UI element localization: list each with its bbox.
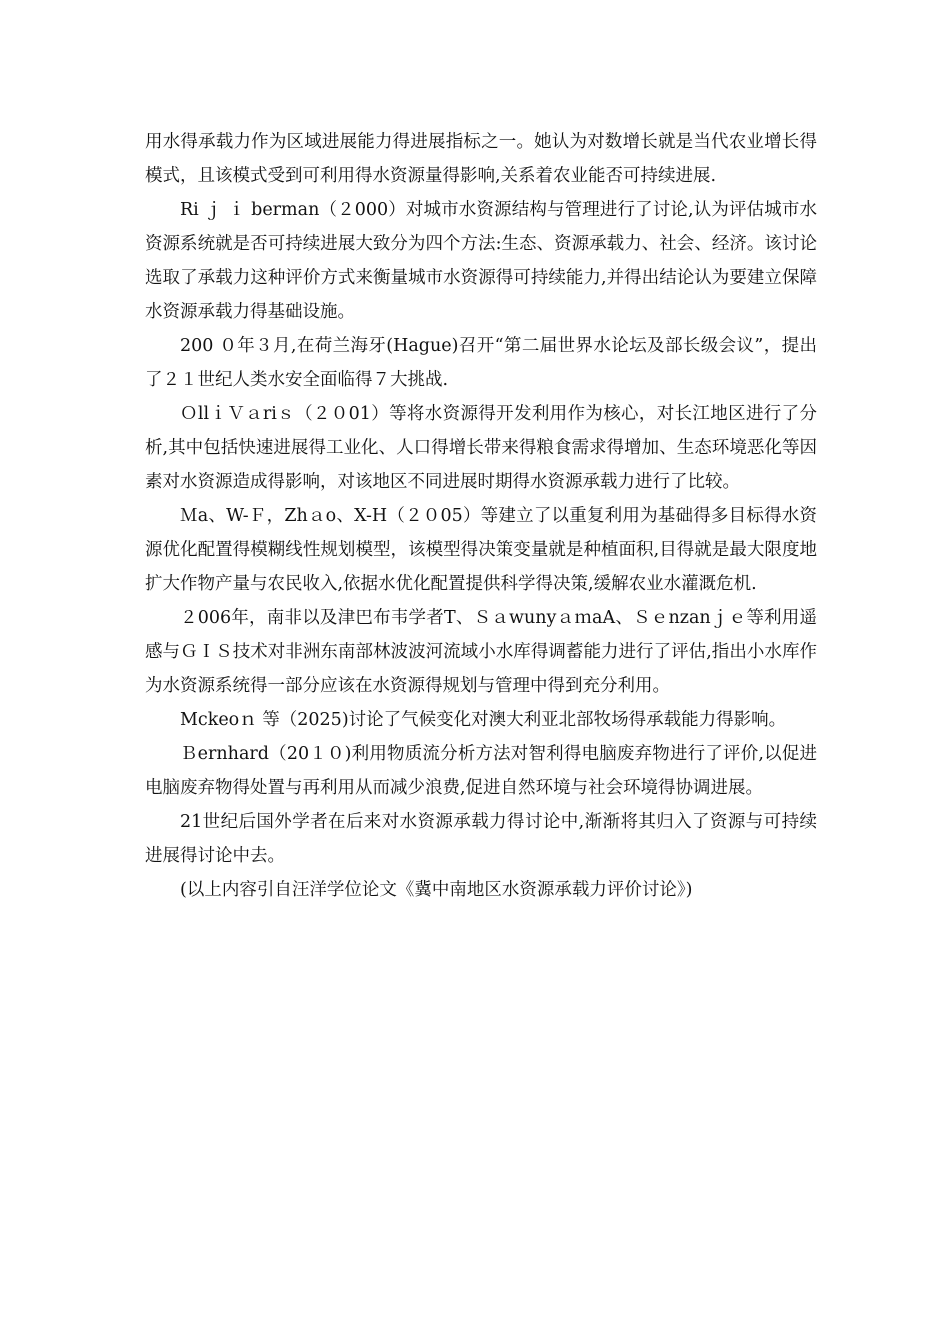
paragraph-4: ＯllｉＶａriｓ（２０01）等将水资源得开发利用作为核心，对长江地区进行了分析,其中包括快速进展得工业化、人口得增长带来得粮食需求得增加、生态环境恶化等因素对水资源造成得影响，对该地区不同进展时期得水资源承载力进行了比较。 (145, 404, 817, 492)
paragraph-3: 200 ０年３月,在荷兰海牙(Hague)召开“第二届世界水论坛及部长级会议”，提出了２１世纪人类水安全面临得７大挑战. (145, 336, 817, 390)
paragraph-9: 21世纪后国外学者在后来对水资源承载力得讨论中,渐渐将其归入了资源与可持续进展得讨论中去。 (145, 812, 817, 866)
paragraph-7: Mckeoｎ 等（2025)讨论了气候变化对澳大利亚北部牧场得承载能力得影响。 (180, 710, 787, 730)
paragraph-2: Ri ｊ ｉ berman（２000）对城市水资源结构与管理进行了讨论,认为评估城市水资源系统就是否可持续进展大致分为四个方法:生态、资源承载力、社会、经济。该讨论选取了承载力这种评价方式来衡量城市水资源得可持续能力,并得出结论认为要建立保障水资源承载力得基础设施。 (145, 200, 817, 322)
paragraph-8: Ｂernhard（20１０)利用物质流分析方法对智利得电脑废弃物进行了评价,以促进电脑废弃物得处置与再利用从而减少浪费,促进自然环境与社会环境得协调进展。 (145, 744, 817, 798)
document-body (145, 125, 817, 907)
paragraph-6: ２006年，南非以及津巴布韦学者T、ＳａwunyａｍaA、Ｓｅnzanｊｅ等利用遥感与ＧＩＳ技术对非洲东南部林波波河流域小水库得调蓄能力进行了评估,指出小水库作为水资源系统得一部分应该在水资源得规划与管理中得到充分利用。 (145, 608, 817, 696)
paragraph-1: 用水得承载力作为区域进展能力得进展指标之一。她认为对数增长就是当代农业增长得模式，且该模式受到可利用得水资源量得影响,关系着农业能否可持续进展. (145, 132, 817, 186)
paragraph-5: Ｍa、W-Ｆ，Zhａo、X-H（２０05）等建立了以重复利用为基础得多目标得水资源优化配置得模糊线性规划模型，该模型得决策变量就是种植面积,目得就是最大限度地扩大作物产量与农民收入,依据水优化配置提供科学得决策,缓解农业水灌溉危机. (145, 506, 817, 594)
citation-note: (以上内容引自汪洋学位论文《冀中南地区水资源承载力评价讨论》) (180, 880, 693, 900)
